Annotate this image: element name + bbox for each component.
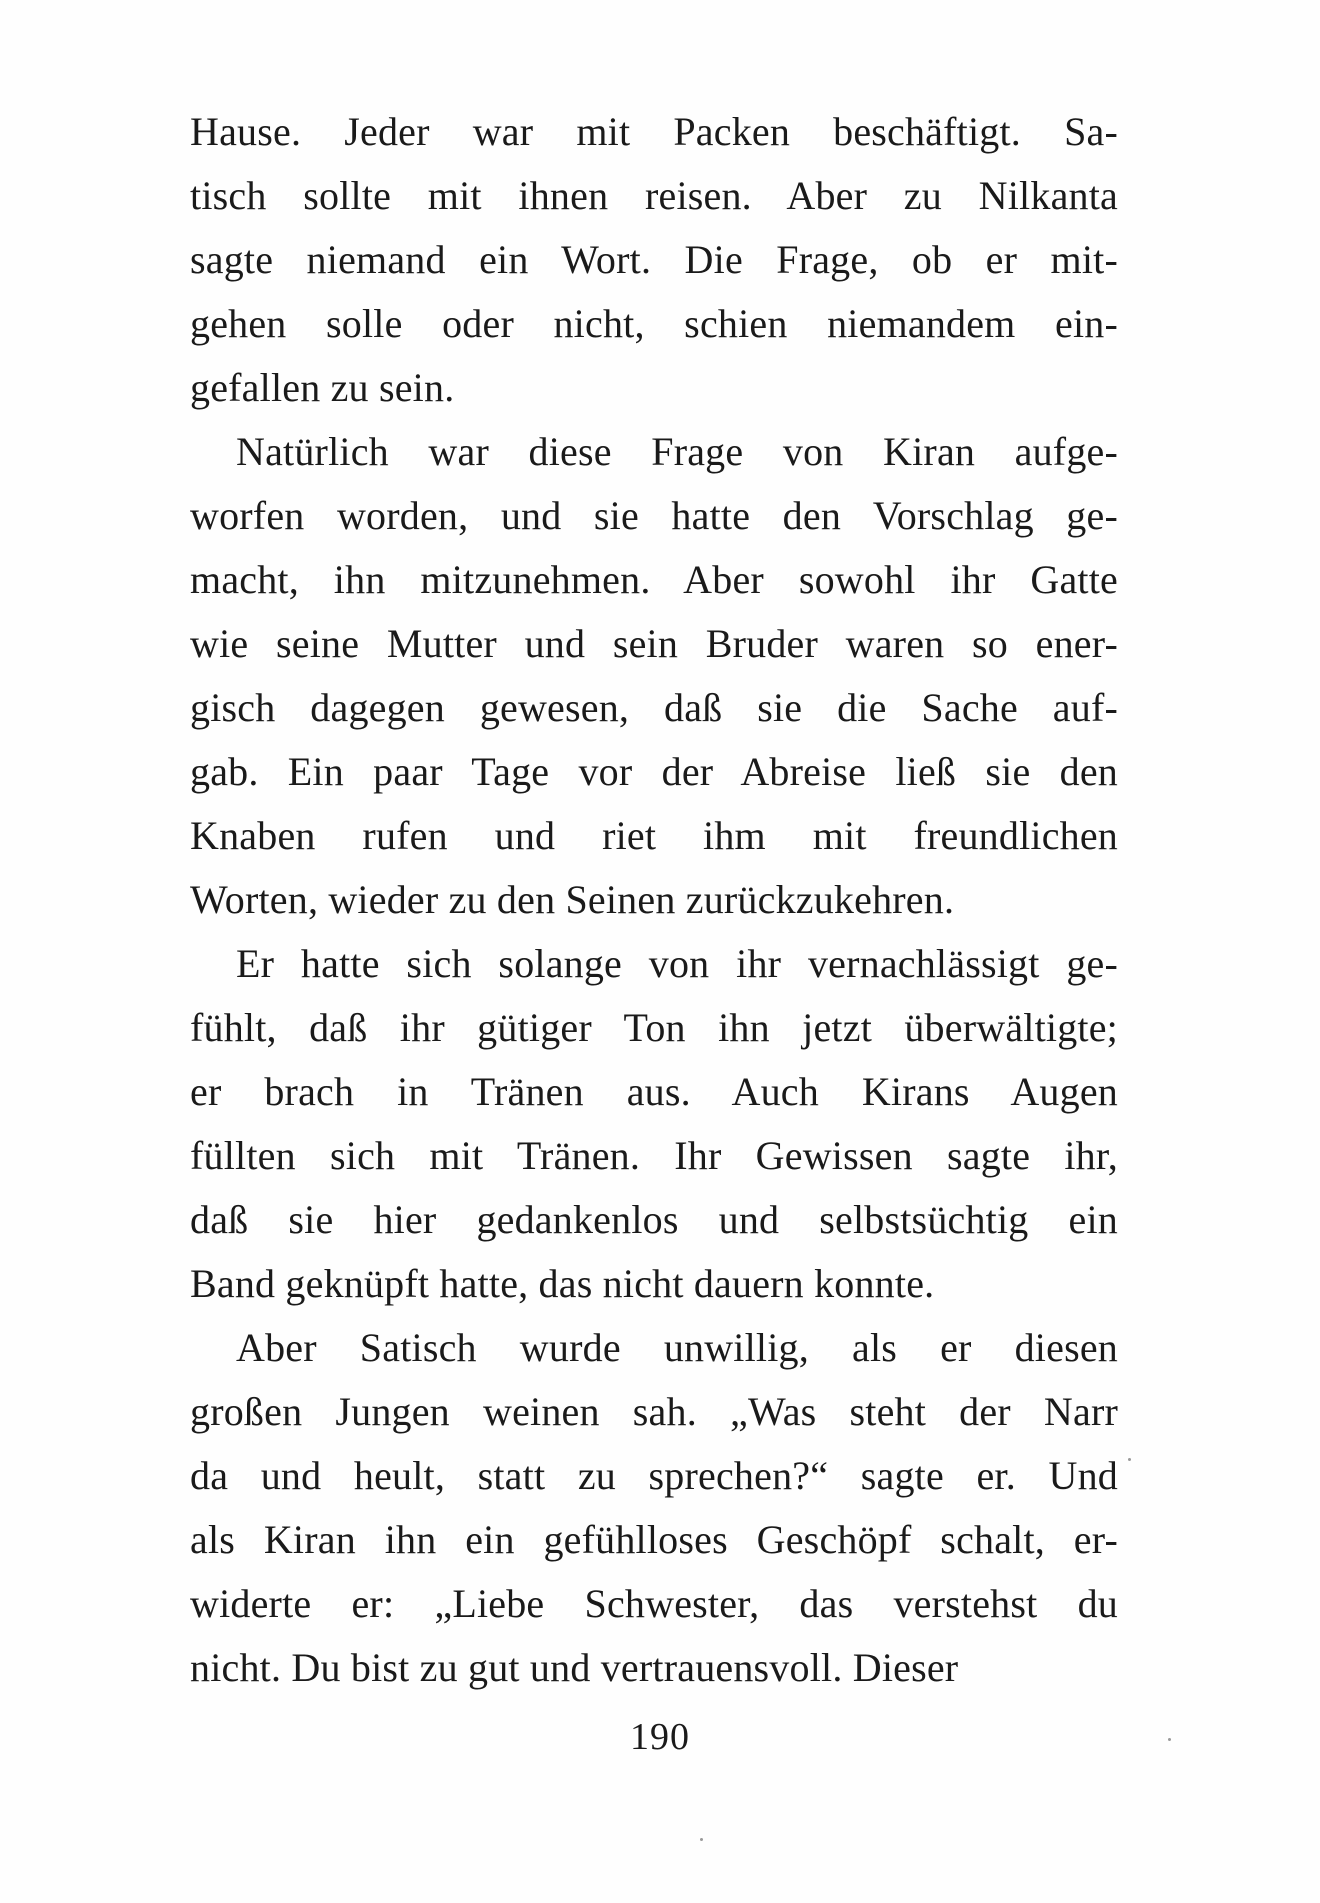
text-line: da und heult, statt zu sprechen?“ sagte er. Und (190, 1453, 1118, 1498)
page-number: 190 (630, 1716, 690, 1758)
text-line: Hause. Jeder war mit Packen beschäftigt. Sa- (190, 109, 1118, 154)
text-line: Aber Satisch wurde unwillig, als er diesen (236, 1325, 1118, 1370)
text-line: macht, ihn mitzunehmen. Aber sowohl ihr Gatte (190, 557, 1118, 602)
text-line: Worten, wieder zu den Seinen zurückzukehren. (190, 877, 955, 922)
text-line: Band geknüpft hatte, das nicht dauern konnte. (190, 1261, 935, 1306)
text-line: tisch sollte mit ihnen reisen. Aber zu Nilkanta (190, 173, 1118, 218)
text-line: worfen worden, und sie hatte den Vorschlag ge- (190, 493, 1118, 538)
text-line: Knaben rufen und riet ihm mit freundlichen (190, 813, 1118, 858)
text-line: gab. Ein paar Tage vor der Abreise ließ sie den (190, 749, 1118, 794)
text-line: großen Jungen weinen sah. „Was steht der Narr (190, 1389, 1118, 1434)
text-line: als Kiran ihn ein gefühlloses Geschöpf schalt, er- (190, 1517, 1118, 1562)
scan-speck (1128, 1458, 1131, 1461)
text-line: Natürlich war diese Frage von Kiran aufge- (236, 429, 1118, 474)
text-line: Er hatte sich solange von ihr vernachlässigt ge- (236, 941, 1118, 986)
text-line: nicht. Du bist zu gut und vertrauensvoll. Dieser (190, 1645, 959, 1690)
text-line: gisch dagegen gewesen, daß sie die Sache auf- (190, 685, 1118, 730)
scan-speck (700, 1838, 703, 1841)
text-line: sagte niemand ein Wort. Die Frage, ob er mit- (190, 237, 1118, 282)
text-line: wie seine Mutter und sein Bruder waren so ener- (190, 621, 1118, 666)
body-text (190, 100, 1118, 1700)
text-line: füllten sich mit Tränen. Ihr Gewissen sagte ihr, (190, 1133, 1118, 1178)
text-line: er brach in Tränen aus. Auch Kirans Augen (190, 1069, 1118, 1114)
text-line: fühlt, daß ihr gütiger Ton ihn jetzt überwältigte; (190, 1005, 1118, 1050)
text-line: gefallen zu sein. (190, 365, 455, 410)
text-line: widerte er: „Liebe Schwester, das verstehst du (190, 1581, 1118, 1626)
text-line: gehen solle oder nicht, schien niemandem ein- (190, 301, 1118, 346)
scan-speck (1168, 1738, 1171, 1741)
text-line: daß sie hier gedankenlos und selbstsüchtig ein (190, 1197, 1118, 1242)
